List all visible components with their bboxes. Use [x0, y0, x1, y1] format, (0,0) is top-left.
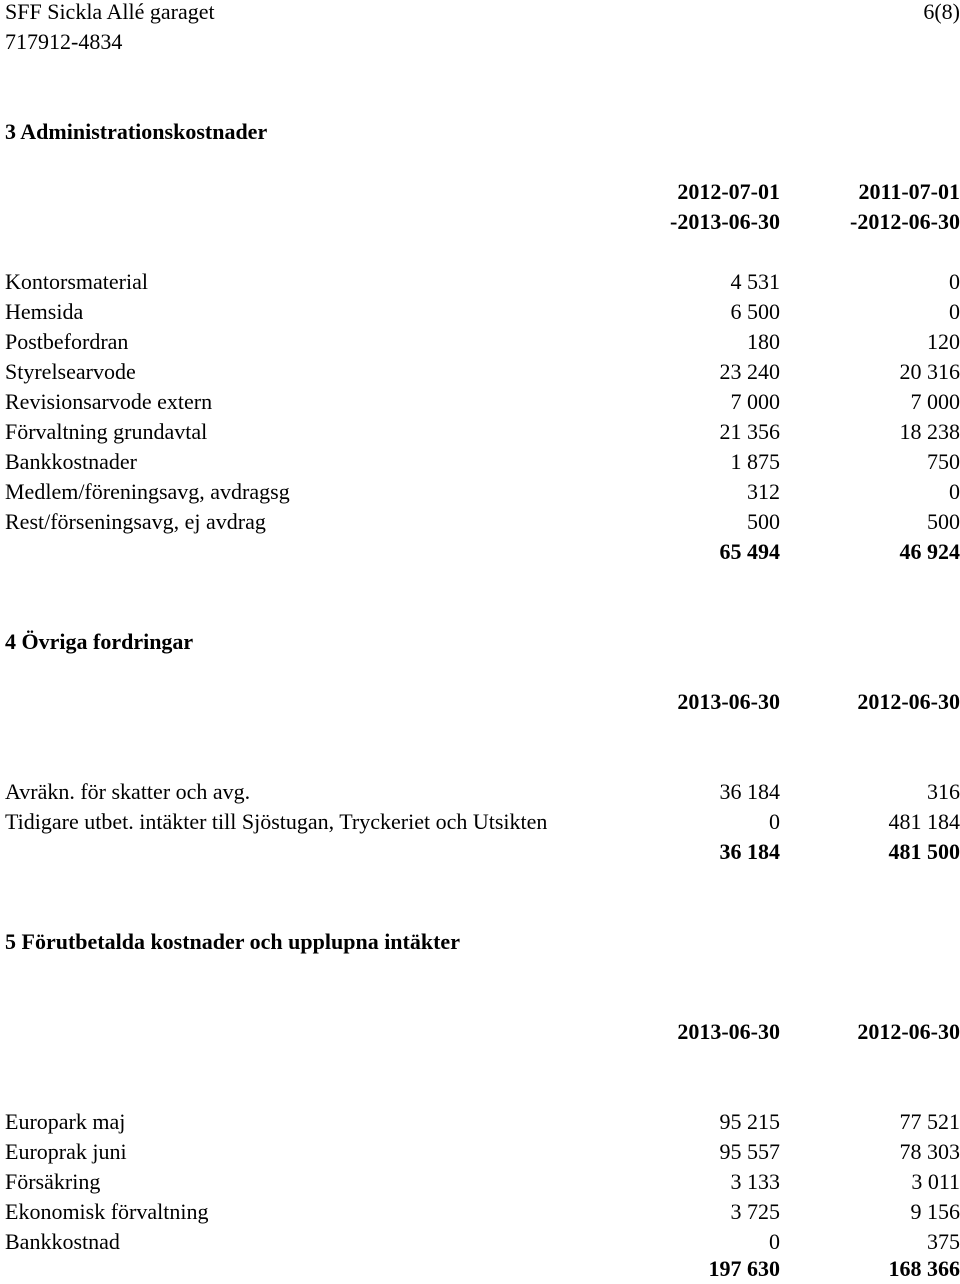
row-value-previous: 3 011 [911, 1167, 960, 1197]
row-value-previous: 0 [949, 267, 960, 297]
row-label: Kontorsmaterial [5, 267, 148, 297]
company-name: SFF Sickla Allé garaget [5, 0, 215, 27]
column-header-previous: 2012-06-30 [857, 1017, 960, 1047]
row-value-current: 3 725 [731, 1197, 781, 1227]
row-value-previous: 20 316 [900, 357, 960, 387]
column-header-current-end: -2013-06-30 [670, 207, 780, 237]
row-label: Bankkostnad [5, 1227, 120, 1257]
row-label: Förvaltning grundavtal [5, 417, 207, 447]
row-value-current: 3 133 [731, 1167, 781, 1197]
column-header-current-start: 2012-07-01 [677, 177, 780, 207]
row-value-previous: 120 [927, 327, 960, 357]
row-value-previous: 77 521 [900, 1107, 960, 1137]
row-value-current: 7 000 [731, 387, 781, 417]
total-previous: 168 366 [889, 1254, 960, 1284]
row-label: Postbefordran [5, 327, 128, 357]
row-value-previous: 0 [949, 297, 960, 327]
row-value-previous: 0 [949, 477, 960, 507]
row-value-previous: 481 184 [889, 807, 960, 837]
column-header-previous-end: -2012-06-30 [850, 207, 960, 237]
total-current: 197 630 [709, 1254, 781, 1284]
row-label: Revisionsarvode extern [5, 387, 212, 417]
row-label: Tidigare utbet. intäkter till Sjöstugan, Tryckeriet och Utsikten [5, 807, 547, 837]
total-previous: 46 924 [900, 537, 960, 567]
row-label: Rest/förseningsavg, ej avdrag [5, 507, 266, 537]
row-value-current: 6 500 [731, 297, 781, 327]
column-header-previous: 2012-06-30 [857, 687, 960, 717]
section-title-ovriga-fordringar: 4 Övriga fordringar [5, 627, 193, 657]
row-value-current: 1 875 [731, 447, 781, 477]
row-value-current: 95 215 [720, 1107, 781, 1137]
row-value-current: 23 240 [720, 357, 781, 387]
total-current: 36 184 [720, 837, 781, 867]
column-header-current: 2013-06-30 [677, 1017, 780, 1047]
row-value-previous: 750 [927, 447, 960, 477]
row-value-current: 500 [747, 507, 780, 537]
row-value-previous: 18 238 [900, 417, 960, 447]
row-value-previous: 500 [927, 507, 960, 537]
row-label: Europrak juni [5, 1137, 127, 1167]
row-value-previous: 375 [927, 1227, 960, 1257]
row-label: Försäkring [5, 1167, 100, 1197]
row-value-previous: 316 [927, 777, 960, 807]
row-value-previous: 7 000 [911, 387, 960, 417]
row-value-previous: 9 156 [911, 1197, 960, 1227]
row-label: Styrelsearvode [5, 357, 136, 387]
section-title-forutbetalda-kostnader: 5 Förutbetalda kostnader och upplupna intäkter [5, 927, 460, 957]
row-label: Europark maj [5, 1107, 125, 1137]
column-header-current: 2013-06-30 [677, 687, 780, 717]
column-header-previous-start: 2011-07-01 [859, 177, 960, 207]
row-label: Bankkostnader [5, 447, 137, 477]
row-value-current: 4 531 [731, 267, 781, 297]
row-value-previous: 78 303 [900, 1137, 960, 1167]
row-value-current: 0 [769, 807, 780, 837]
row-value-current: 36 184 [720, 777, 781, 807]
row-label: Ekonomisk förvaltning [5, 1197, 208, 1227]
section-title-administrationskostnader: 3 Administrationskostnader [5, 117, 267, 147]
row-value-current: 0 [769, 1227, 780, 1257]
row-label: Medlem/föreningsavg, avdragsg [5, 477, 290, 507]
total-current: 65 494 [720, 537, 781, 567]
row-label: Hemsida [5, 297, 83, 327]
row-label: Avräkn. för skatter och avg. [5, 777, 250, 807]
total-previous: 481 500 [889, 837, 960, 867]
row-value-current: 21 356 [720, 417, 781, 447]
page-number: 6(8) [923, 0, 960, 27]
row-value-current: 180 [747, 327, 780, 357]
row-value-current: 312 [747, 477, 780, 507]
org-number: 717912-4834 [5, 27, 122, 57]
row-value-current: 95 557 [720, 1137, 781, 1167]
